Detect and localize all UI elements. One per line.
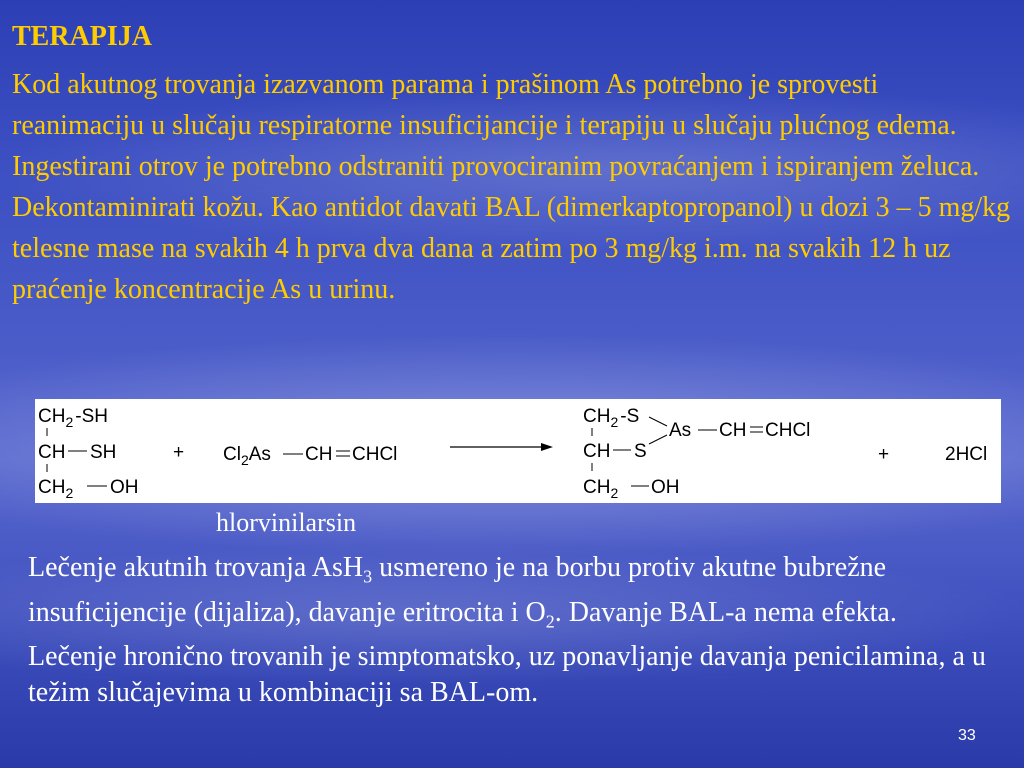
hcl-product: 2HCl	[945, 444, 988, 465]
reagent-molecule	[223, 444, 397, 468]
paragraph-reanimation: Kod akutnog trovanja izazvanom parama i prašinom As potrebno je sprovesti reanimaciju u slučaju respiratorne insuficijancije i terapiju u slučaju plućnog edema.	[12, 69, 957, 141]
svg-text:CH2-SH: $CH_2$ -SH	[38, 406, 108, 430]
svg-text:As: As	[669, 420, 692, 441]
svg-text:CHCl: CHCl	[352, 444, 398, 465]
page-number: 33	[958, 727, 976, 744]
reaction-arrow	[450, 443, 553, 451]
svg-text:CH: CH	[38, 442, 66, 463]
svg-text:CH2-S: $CH_2$ -S	[583, 406, 640, 430]
paragraph-antidote: Ingestirani otrov je potrebno odstraniti provociranim povraćanjem i ispiranjem želuca. Dekontaminirati kožu. Kao antidot davati BAL (dimerkaptopropanol) u dozi 3 – 5 mg/kg telesne mase na svakih 4 h prva dva dana a zatim po 3 mg/kg i.m. na svakih 12 h uz praćenje koncentracije As u urinu.	[12, 151, 1011, 305]
treatment-text-block	[28, 550, 1008, 711]
svg-text:Cl2As: $Cl_2As$	[223, 444, 271, 468]
svg-text:S: S	[634, 441, 647, 462]
svg-text:OH: OH	[110, 477, 139, 498]
svg-text:CHCl: CHCl	[765, 420, 811, 441]
svg-text:CH2: $CH_2$	[38, 477, 74, 501]
reaction-scheme	[35, 399, 1001, 503]
reaction-diagram	[35, 399, 1001, 503]
plus-sign-2: +	[878, 444, 890, 465]
paragraph-chronic-treatment: Lečenje hronično trovanih je simptomatsko, uz ponavljanje davanja penicilamina, a u težim slučajevima u kombinaciji sa BAL-om.	[28, 641, 986, 709]
plus-sign-1: +	[173, 442, 185, 463]
product-molecule	[583, 406, 810, 501]
svg-text:CH: CH	[583, 441, 611, 462]
therapy-text-block	[12, 64, 1012, 310]
paragraph-arsine-treatment: Lečenje akutnih trovanja AsH$_3$ usmereno je na borbu protiv akutne bubrežne insuficijencije (dijaliza), davanje eritrocita i $O_2$. Davanje BAL-a nema efekta.	[28, 552, 897, 632]
svg-text:CH: CH	[305, 444, 333, 465]
svg-text:OH: OH	[651, 477, 680, 498]
bal-molecule	[38, 406, 139, 501]
svg-text:CH2: $CH_2$	[583, 477, 619, 501]
reagent-caption: hlorvinilarsin	[216, 508, 357, 537]
svg-text:SH: SH	[90, 442, 117, 463]
slide-title: TERAPIJA	[12, 21, 153, 52]
svg-text:CH: CH	[719, 420, 747, 441]
